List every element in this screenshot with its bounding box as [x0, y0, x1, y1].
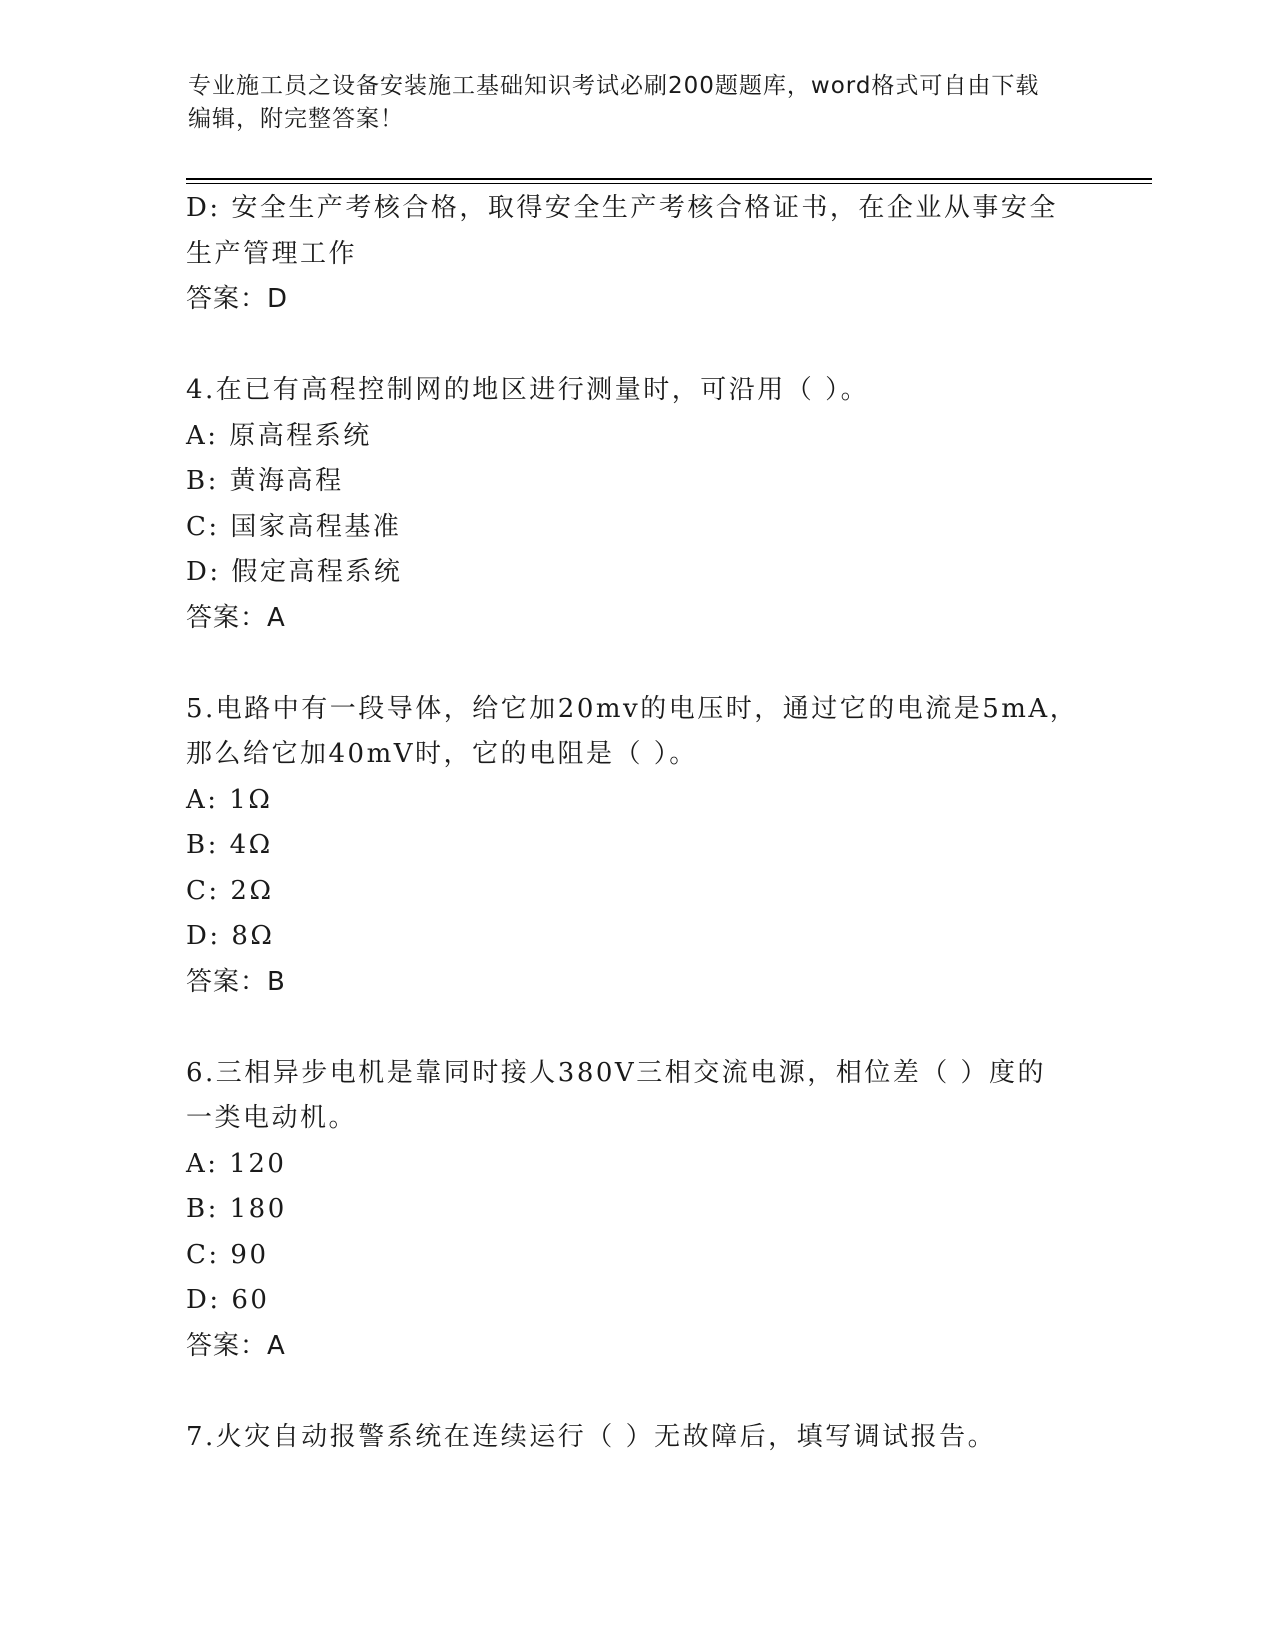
option-c: C: 90: [186, 1239, 269, 1270]
spacer: [186, 323, 1086, 369]
question-stem-continued: 一类电动机。: [186, 1103, 358, 1133]
spacer: [186, 641, 1086, 687]
question-7: [186, 1415, 1086, 1461]
option-d: D: 60: [186, 1285, 270, 1315]
option-c: C: 2Ω: [186, 875, 274, 906]
question-4: [186, 368, 1086, 641]
option-d: D: 安全生产考核合格，取得安全生产考核合格证书，在企业从事安全: [186, 193, 1058, 223]
option-b: B: 黄海高程: [186, 466, 344, 496]
question-stem: 6.三相异步电机是靠同时接人380V三相交流电源，相位差（ ）度的: [186, 1057, 1046, 1088]
option-d-continued: 生产管理工作: [186, 238, 358, 269]
option-a: A: 原高程系统: [186, 420, 372, 451]
answer-line: 答案：A: [186, 1330, 286, 1361]
header-line-2: 编辑，附完整答案！: [188, 106, 404, 132]
header-divider-thin: [186, 183, 1152, 184]
option-a: A: 120: [186, 1148, 287, 1179]
spacer: [186, 1005, 1086, 1051]
answer-line: 答案：A: [186, 602, 286, 633]
header-line-1: 专业施工员之设备安装施工基础知识考试必刷200题题库，word格式可自由下载: [188, 73, 1040, 99]
answer-line: 答案：D: [186, 284, 289, 314]
option-b: B: 4Ω: [186, 830, 273, 860]
question-5: [186, 687, 1086, 1006]
question-3-tail: [186, 186, 1086, 323]
question-stem: 4.在已有高程控制网的地区进行测量时，可沿用（ ）。: [186, 375, 870, 405]
header-divider-thick: [186, 178, 1152, 180]
question-list: [186, 186, 1086, 1460]
option-d: D: 8Ω: [186, 921, 275, 951]
answer-line: 答案：B: [186, 966, 286, 997]
question-6: [186, 1051, 1086, 1370]
option-c: C: 国家高程基准: [186, 511, 402, 542]
option-b: B: 180: [186, 1194, 287, 1224]
option-a: A: 1Ω: [186, 784, 273, 815]
option-d: D: 假定高程系统: [186, 557, 403, 587]
question-stem-continued: 那么给它加40mV时，它的电阻是（ ）。: [186, 739, 698, 769]
document-header: [188, 70, 1068, 136]
question-stem: 7.火灾自动报警系统在连续运行（ ）无故障后，填写调试报告。: [186, 1421, 997, 1452]
question-stem: 5.电路中有一段导体，给它加20mv的电压时，通过它的电流是5mA，: [186, 693, 1079, 724]
spacer: [186, 1369, 1086, 1415]
